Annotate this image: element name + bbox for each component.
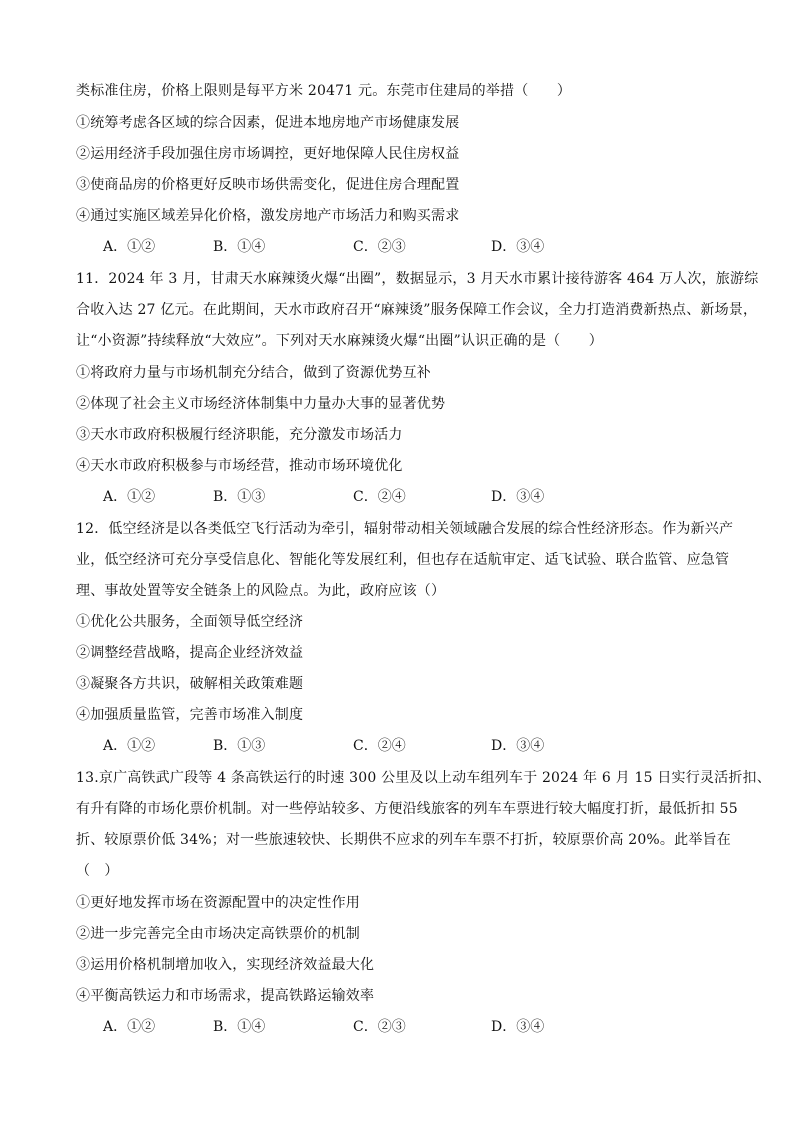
- q13-option-c[interactable]: C．②③: [353, 1019, 406, 1035]
- q12-options: [103, 736, 623, 756]
- q11-option-b[interactable]: B．①③: [213, 489, 266, 505]
- q10-option-d[interactable]: D．③④: [491, 239, 545, 255]
- q13-stem-line-2: 有升有降的市场化票价机制。对一些停站较多、方便沿线旅客的列车车票进行较大幅度打折，最低折扣 55: [76, 801, 738, 817]
- q13-stem-line-1: 13.京广高铁武广段等 4 条高铁运行的时速 300 公里及以上动车组列车于 2024 年 6 月 15 日实行灵活折扣、: [76, 770, 771, 786]
- q13-statement-3: ③运用价格机制增加收入，实现经济效益最大化: [76, 957, 375, 973]
- q10-statement-4: ④通过实施区域差异化价格，激发房地产市场活力和购买需求: [76, 208, 460, 224]
- q10-options: [103, 237, 623, 257]
- q12-option-c[interactable]: C．②④: [353, 738, 406, 754]
- q10-stem-tail: 类标准住房，价格上限则是每平方米 20471 元。东莞市住建局的举措（ ）: [76, 83, 572, 99]
- q12-statement-1: ①优化公共服务，全面领导低空经济: [76, 614, 304, 630]
- q12-stem-line-2: 业，低空经济可充分享受信息化、智能化等发展红利，但也存在适航审定、适飞试验、联合监管、应急管: [76, 552, 730, 568]
- q12-option-d[interactable]: D．③④: [491, 738, 545, 754]
- q10-option-b[interactable]: B．①④: [213, 239, 266, 255]
- q12-option-a[interactable]: A．①②: [103, 738, 156, 754]
- q11-stem-line-2: 合收入达 27 亿元。在此期间，天水市政府召开“麻辣烫”服务保障工作会议，全力打造消费新热点、新场景，: [76, 302, 758, 318]
- q12-statement-2: ②调整经营战略，提高企业经济效益: [76, 645, 304, 661]
- q12-option-b[interactable]: B．①③: [213, 738, 266, 754]
- q11-stem-line-3: 让“小资源”持续释放“大效应”。下列对天水麻辣烫火爆“出圈”认识正确的是（ ）: [76, 333, 603, 349]
- q11-option-c[interactable]: C．②④: [353, 489, 406, 505]
- q12-stem-line-1: 12．低空经济是以各类低空飞行活动为牵引，辐射带动相关领域融合发展的综合性经济形态。作为新兴产: [76, 521, 734, 537]
- q10-statement-1: ①统筹考虑各区域的综合因素，促进本地房地产市场健康发展: [76, 115, 460, 131]
- q12-stem-line-3: 理、事故处置等安全链条上的风险点。为此，政府应该（）: [76, 583, 446, 599]
- q11-option-a[interactable]: A．①②: [103, 489, 156, 505]
- q11-stem-line-1: 11．2024 年 3 月，甘肃天水麻辣烫火爆“出圈”，数据显示，3 月天水市累计接待游客 464 万人次，旅游综: [76, 271, 759, 287]
- q13-statement-1: ①更好地发挥市场在资源配置中的决定性作用: [76, 895, 360, 911]
- q13-options: [103, 1017, 623, 1037]
- q10-statement-2: ②运用经济手段加强住房市场调控，更好地保障人民住房权益: [76, 146, 460, 162]
- q10-option-c[interactable]: C．②③: [353, 239, 406, 255]
- q11-statement-3: ③天水市政府积极履行经济职能，充分激发市场活力: [76, 427, 403, 443]
- q13-stem-line-4: （ ）: [76, 863, 119, 879]
- q11-statement-2: ②体现了社会主义市场经济体制集中力量办大事的显著优势: [76, 396, 446, 412]
- q12-statement-4: ④加强质量监管，完善市场准入制度: [76, 707, 304, 723]
- q10-statement-3: ③使商品房的价格更好反映市场供需变化，促进住房合理配置: [76, 177, 460, 193]
- q11-statement-1: ①将政府力量与市场机制充分结合，做到了资源优势互补: [76, 365, 431, 381]
- q11-options: [103, 487, 623, 507]
- q13-statement-2: ②进一步完善完全由市场决定高铁票价的机制: [76, 926, 360, 942]
- q10-option-a[interactable]: A．①②: [103, 239, 156, 255]
- q11-option-d[interactable]: D．③④: [491, 489, 545, 505]
- q13-option-a[interactable]: A．①②: [103, 1019, 156, 1035]
- q13-option-b[interactable]: B．①④: [213, 1019, 266, 1035]
- q13-statement-4: ④平衡高铁运力和市场需求，提高铁路运输效率: [76, 988, 375, 1004]
- q13-option-d[interactable]: D．③④: [491, 1019, 545, 1035]
- q13-stem-line-3: 折、较原票价低 34%；对一些旅速较快、长期供不应求的列车车票不打折，较原票价高 20%。此举旨在: [76, 832, 731, 848]
- q11-statement-4: ④天水市政府积极参与市场经营，推动市场环境优化: [76, 458, 403, 474]
- q12-statement-3: ③凝聚各方共识，破解相关政策难题: [76, 676, 304, 692]
